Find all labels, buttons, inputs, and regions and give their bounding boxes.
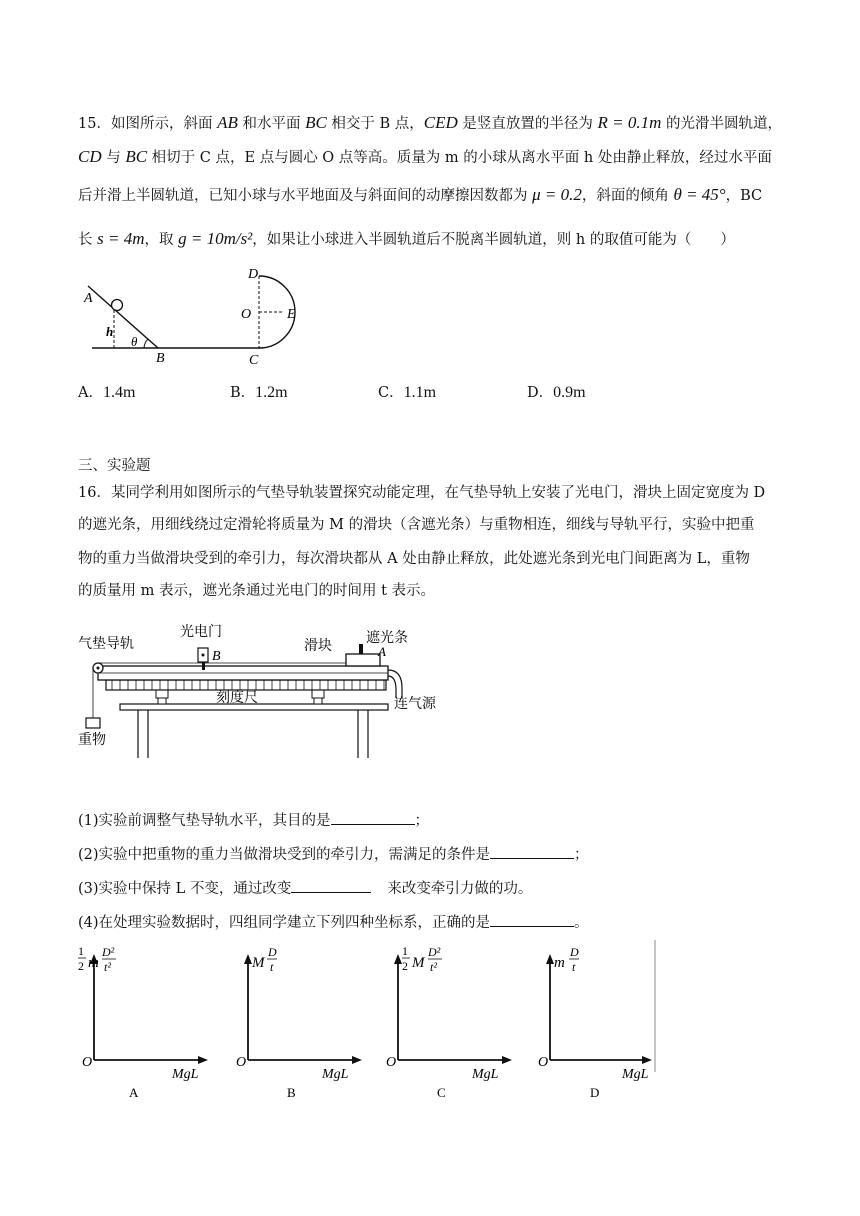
rail-support	[158, 698, 166, 704]
graph-label: A	[129, 1085, 139, 1100]
x-axis-arrow	[502, 1056, 512, 1064]
incline-ab	[88, 286, 158, 348]
label-air-source: 连气源	[394, 696, 436, 712]
q15-line-4: 长 s = 4m，取 g = 10m/s²，如果让小球进入半圆轨道后不脱离半圆轨道，则 h 的取值可能为（ ）	[78, 229, 735, 248]
answer-blank-3[interactable]	[291, 878, 371, 893]
svg-text:t²: t²	[430, 960, 437, 974]
option-a[interactable]: A．1.4m	[78, 384, 136, 401]
label-air-track: 气垫导轨	[78, 636, 134, 652]
q16-sub-3: (3)实验中保持 L 不变，通过改变 来改变牵引力做的功。	[78, 878, 532, 900]
rail-support	[314, 698, 322, 704]
q15-line-1: 15．如图所示，斜面 AB 和水平面 BC 相交于 B 点，CED 是竖直放置的半径为 R = 0.1m 的光滑半圆轨道，	[78, 113, 782, 132]
photogate-sensor	[202, 654, 205, 657]
svg-text:D²: D²	[102, 945, 115, 959]
slider	[346, 654, 380, 666]
svg-text:m: m	[88, 955, 99, 971]
hanging-weight	[86, 718, 100, 728]
q15-line-2: CD 与 BC 相切于 C 点，E 点与圆心 O 点等高。质量为 m 的小球从离水平面 h 处由静止释放，经过水平面	[78, 147, 772, 166]
q15-line-3: 后并滑上半圆轨道，已知小球与水平地面及与斜面间的动摩擦因数都为 μ = 0.2，斜面的倾角 θ = 45°，BC	[78, 185, 763, 204]
svg-text:m: m	[554, 955, 565, 971]
label-point-b: B	[212, 649, 221, 664]
q16-sub-4: (4)在处理实验数据时，四组同学建立下列四种坐标系，正确的是 。	[78, 912, 589, 934]
q16-line-3: 物的重力当做滑块受到的牵引力，每次滑块都从 A 处由静止释放，此处遮光条到光电门间距离为 L，重物	[78, 551, 750, 567]
y-axis-label	[251, 945, 277, 974]
label-photogate: 光电门	[180, 624, 222, 640]
label-weight: 重物	[78, 732, 106, 748]
label-c: C	[249, 353, 259, 368]
origin-label: O	[82, 1055, 93, 1070]
x-axis-label: MgL	[472, 1067, 499, 1082]
svg-text:1: 1	[402, 944, 408, 958]
svg-text:2: 2	[402, 959, 408, 973]
label-ruler: 刻度尺	[216, 690, 258, 706]
graph-d[interactable]	[534, 940, 660, 1100]
q16-line-4: 的质量用 m 表示，遮光条通过光电门的时间用 t 表示。	[78, 583, 436, 599]
option-d[interactable]: D．0.9m	[527, 384, 586, 401]
svg-text:t: t	[270, 960, 274, 974]
x-axis-arrow	[352, 1056, 362, 1064]
label-h: h	[106, 324, 114, 339]
graph-label: C	[437, 1085, 446, 1100]
label-slider: 滑块	[304, 638, 332, 654]
q16-line-2: 的遮光条，用细线绕过定滑轮将质量为 M 的滑块（含遮光条）与重物相连，细线与导轨平行，实验中把重	[78, 517, 755, 533]
option-c[interactable]: C．1.1m	[378, 384, 437, 401]
label-e: E	[287, 307, 296, 322]
svg-text:M: M	[412, 955, 425, 971]
q16-sub-2: (2)实验中把重物的重力当做滑块受到的牵引力，需满足的条件是 ；	[78, 844, 589, 866]
section-title: 三、实验题	[78, 458, 151, 474]
answer-blank-4[interactable]	[490, 912, 574, 927]
svg-text:1: 1	[78, 944, 84, 958]
y-axis-arrow	[394, 954, 402, 964]
graph-label: B	[287, 1085, 296, 1100]
svg-text:2: 2	[78, 959, 84, 973]
x-axis-label: MgL	[322, 1067, 349, 1082]
x-axis-arrow	[198, 1056, 208, 1064]
origin-label: O	[386, 1055, 397, 1070]
svg-text:M: M	[252, 955, 265, 971]
label-theta: θ	[131, 334, 138, 349]
answer-blank-1[interactable]	[331, 810, 415, 825]
origin-label: O	[236, 1055, 247, 1070]
label-a: A	[84, 291, 93, 306]
label-point-a: A	[378, 644, 386, 659]
q16-sub-1: (1)实验前调整气垫导轨水平，其目的是 ；	[78, 810, 429, 832]
q15-track-figure	[78, 262, 308, 370]
graph-c[interactable]	[382, 940, 532, 1100]
label-o: O	[241, 307, 252, 322]
x-axis-label: MgL	[172, 1067, 199, 1082]
y-axis-arrow	[244, 954, 252, 964]
rail-support	[156, 690, 168, 698]
air-hose	[388, 676, 396, 698]
label-b: B	[156, 351, 165, 366]
label-shading-strip: 遮光条	[366, 630, 408, 646]
svg-text:D: D	[570, 945, 579, 959]
y-axis-label	[78, 944, 116, 974]
svg-text:t²: t²	[104, 960, 111, 974]
y-axis-label	[554, 945, 579, 974]
ball	[112, 300, 123, 311]
graph-a[interactable]	[78, 940, 228, 1100]
shading-strip	[359, 644, 363, 654]
label-d: D	[248, 267, 259, 282]
x-axis-label: MgL	[622, 1067, 649, 1082]
origin-label: O	[538, 1055, 549, 1070]
x-axis-arrow	[642, 1056, 652, 1064]
option-b[interactable]: B．1.2m	[230, 384, 288, 401]
svg-text:D²: D²	[428, 945, 441, 959]
y-axis-arrow	[546, 954, 554, 964]
q16-line-1: 16．某同学利用如图所示的气垫导轨装置探究动能定理，在气垫导轨上安装了光电门，滑块上固定宽度为 D	[78, 485, 766, 501]
photogate-stem	[202, 662, 205, 670]
svg-text:t: t	[572, 960, 576, 974]
graph-b[interactable]	[232, 940, 382, 1100]
answer-blank-2[interactable]	[490, 844, 574, 859]
graph-label: D	[590, 1085, 600, 1100]
y-axis-label	[402, 944, 442, 974]
rail-support	[312, 690, 324, 698]
pulley-axle	[97, 667, 100, 670]
theta-arc	[144, 339, 148, 348]
svg-text:D: D	[268, 945, 277, 959]
air-track-apparatus	[76, 618, 456, 760]
